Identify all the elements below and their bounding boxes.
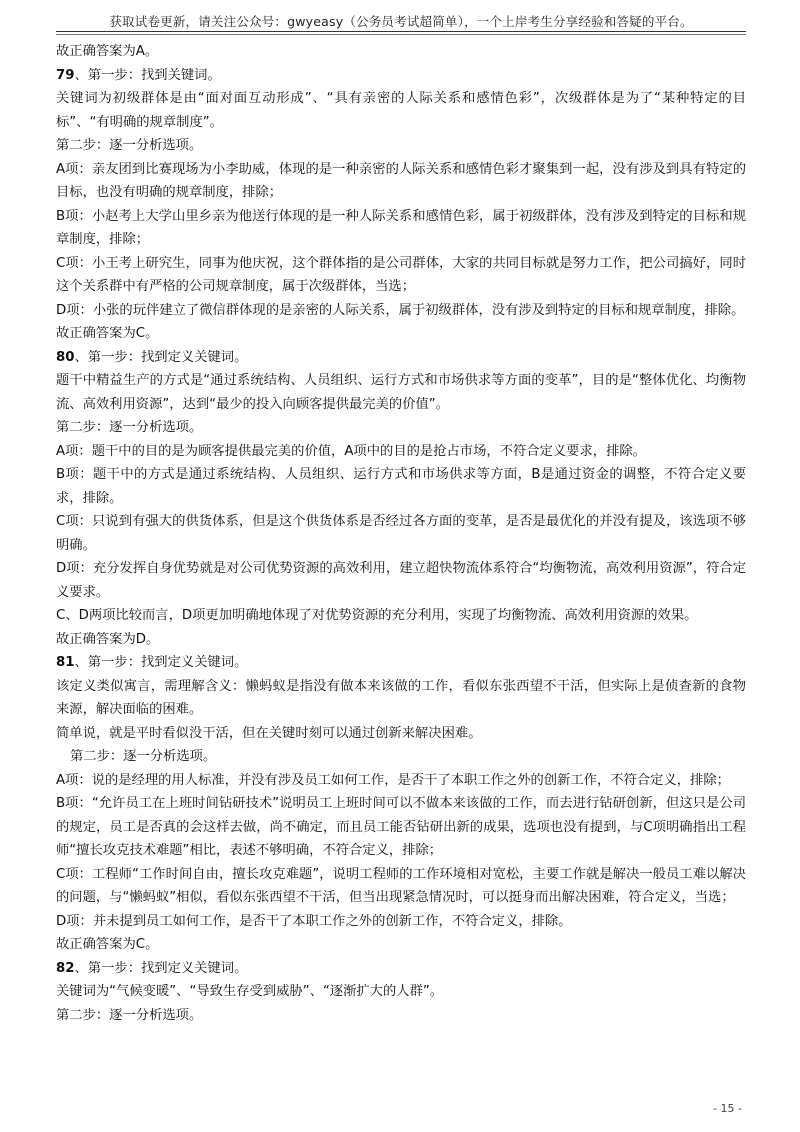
paragraph: C、D两项比较而言，D项更加明确地体现了对优势资源的充分利用，实现了均衡物流、高效利用资源的效果。 <box>56 608 698 623</box>
question-step-text: 、第一步：找到定义关键词。 <box>74 349 248 365</box>
option-analysis: C项：工程师“工作时间自由，擅长攻克难题”，说明工程师的工作环境相对宽松，主要工作就是解决一般员工难以解决的问题，与“懒蚂蚁”相似，看似东张西望不干活，但当出现紧急情况时，可以挺身而出解决困难，符合定义，当选； <box>56 866 746 905</box>
question-step-text: 、第一步：找到关键词。 <box>74 67 221 83</box>
question-heading <box>56 957 746 981</box>
page-number: - 15 - <box>713 1102 742 1115</box>
option-analysis: B项：小赵考上大学山里乡亲为他送行体现的是一种人际关系和感情色彩，属于初级群体，没有涉及到特定的目标和规章制度，排除； <box>56 208 746 247</box>
question-heading <box>56 64 746 88</box>
option-analysis: D项：小张的玩伴建立了微信群体现的是亲密的人际关系，属于初级群体，没有涉及到特定的目标和规章制度，排除。 <box>56 302 745 318</box>
header-divider <box>56 31 746 32</box>
answer-line: 故正确答案为A。 <box>56 44 159 59</box>
question-heading <box>56 346 746 370</box>
option-analysis: B项：“允许员工在上班时间钻研技术”说明员工上班时间可以不做本来该做的工作，而去进行钻研创新，但这只是公司的规定，员工是否真的会这样去做，尚不确定，而且员工能否钻研出新的成果，选项也没有提到，与C项明确指出工程师“擅长攻克技术难题”相比，表述不够明确，不符合定义，排除； <box>56 796 746 858</box>
document-body <box>56 40 746 1027</box>
paragraph: 关键词为“气候变暖”、“导致生存受到威胁”、“逐渐扩大的人群”。 <box>56 984 444 999</box>
option-analysis: A项：说的是经理的用人标准，并没有涉及员工如何工作，是否干了本职工作之外的创新工作，不符合定义，排除； <box>56 772 730 788</box>
paragraph: 该定义类似寓言，需理解含义：懒蚂蚁是指没有做本来该做的工作，看似东张西望不干活，但实际上是侦查新的食物来源，解决面临的困难。 <box>56 678 746 717</box>
option-analysis: D项：并未提到员工如何工作，是否干了本职工作之外的创新工作，不符合定义，排除。 <box>56 913 572 929</box>
option-analysis: A项：亲友团到比赛现场为小李助威，体现的是一种亲密的人际关系和感情色彩才聚集到一起，没有涉及到具有特定的目标，也没有明确的规章制度，排除； <box>56 161 746 200</box>
question-heading <box>56 651 746 675</box>
step-line: 第二步：逐一分析选项。 <box>56 138 203 153</box>
question-number: 81 <box>56 655 75 670</box>
question-number: 80 <box>56 349 75 365</box>
paragraph: 题干中精益生产的方式是“通过系统结构、人员组织、运行方式和市场供求等方面的变革”，目的是“整体优化、均衡物流、高效利用资源”，达到“最少的投入向顾客提供最完美的价值”。 <box>56 373 746 412</box>
option-analysis: C项：小王考上研究生，同事为他庆祝，这个群体指的是公司群体，大家的共同目标就是努力工作，把公司搞好，同时这个关系群中有严格的公司规章制度，属于次级群体，当选； <box>56 255 746 294</box>
question-number: 79 <box>56 67 75 83</box>
answer-line: 故正确答案为C。 <box>56 326 159 341</box>
step-line: 第二步：逐一分析选项。 <box>56 420 203 435</box>
option-analysis: A项：题干中的目的是为顾客提供最完美的价值，A项中的目的是抢占市场，不符合定义要求，排除。 <box>56 443 646 459</box>
option-analysis: D项：充分发挥自身优势就是对公司优势资源的高效利用，建立超快物流体系符合“均衡物流，高效利用资源”，符合定义要求。 <box>56 561 746 600</box>
question-step-text: 、第一步：找到定义关键词。 <box>74 655 248 670</box>
option-analysis: B项：题干中的方式是通过系统结构、人员组织、运行方式和市场供求等方面，B是通过资金的调整，不符合定义要求，排除。 <box>56 467 746 506</box>
step-line: 第二步：逐一分析选项。 <box>70 749 217 764</box>
paragraph: 关键词为初级群体是由“面对面互动形成”、“具有亲密的人际关系和感情色彩”，次级群体是为了“某种特定的目标”、“有明确的规章制度”。 <box>56 91 746 130</box>
header-divider-secondary <box>56 34 746 35</box>
question-number: 82 <box>56 960 75 976</box>
page-header: 获取试卷更新，请关注公众号：gwyeasy（公务员考试超简单），一个上岸考生分享经验和答疑的平台。 <box>109 14 693 29</box>
option-analysis: C项：只说到有强大的供货体系，但是这个供货体系是否经过各方面的变革，是否是最优化的并没有提及，该选项不够明确。 <box>56 514 746 553</box>
answer-line: 故正确答案为C。 <box>56 937 159 952</box>
question-step-text: 、第一步：找到定义关键词。 <box>74 960 248 976</box>
paragraph: 简单说，就是平时看似没干活，但在关键时刻可以通过创新来解决困难。 <box>56 725 482 741</box>
answer-line: 故正确答案为D。 <box>56 631 160 647</box>
step-line: 第二步：逐一分析选项。 <box>56 1007 203 1023</box>
